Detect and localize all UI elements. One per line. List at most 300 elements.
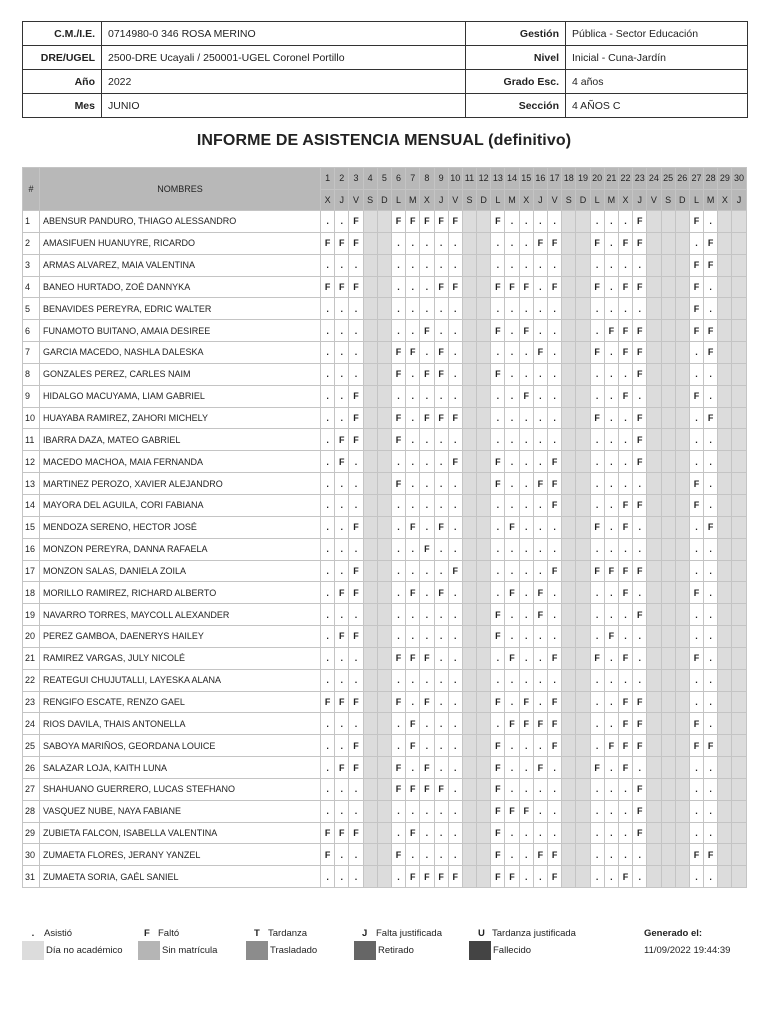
non-academic-cell [477,494,491,516]
non-academic-cell [377,385,391,407]
legend-symbol-item [22,928,72,939]
student-name: MENDOZA SERENO, HECTOR JOSÉ [40,516,321,538]
non-academic-cell [718,757,732,779]
attendance-mark: . [406,538,420,560]
attendance-mark: . [604,407,618,429]
attendance-mark: . [519,757,533,779]
attendance-mark: F [420,538,434,560]
attendance-mark: F [618,757,632,779]
non-academic-cell [363,713,377,735]
weekday-header: M [604,189,618,211]
non-academic-cell [363,844,377,866]
attendance-mark: . [335,560,349,582]
student-row [23,647,747,669]
non-academic-cell [647,516,661,538]
attendance-mark: . [548,669,562,691]
non-academic-cell [732,669,746,691]
attendance-mark: . [391,232,405,254]
non-academic-cell [732,735,746,757]
non-academic-cell [675,429,689,451]
attendance-mark: . [391,451,405,473]
attendance-mark: . [335,473,349,495]
non-academic-cell [675,604,689,626]
attendance-mark: . [420,560,434,582]
info-row [23,70,748,94]
attendance-mark: F [533,342,547,364]
non-academic-cell [377,844,391,866]
attendance-mark: . [391,254,405,276]
attendance-mark: . [434,822,448,844]
attendance-mark: . [618,254,632,276]
attendance-mark: F [406,778,420,800]
info-label: Nivel [466,46,566,70]
non-academic-cell [661,232,675,254]
attendance-mark: . [519,582,533,604]
attendance-mark: F [420,407,434,429]
attendance-mark: . [321,604,335,626]
attendance-mark: F [590,276,604,298]
non-academic-cell [477,211,491,233]
non-academic-cell [647,757,661,779]
attendance-mark: . [406,757,420,779]
non-academic-cell [363,582,377,604]
attendance-mark: . [689,560,703,582]
attendance-mark: . [491,560,505,582]
student-row [23,757,747,779]
non-academic-cell [661,298,675,320]
non-academic-cell [661,342,675,364]
attendance-table [22,167,747,888]
attendance-mark: . [618,626,632,648]
non-academic-cell [718,429,732,451]
attendance-mark: . [604,254,618,276]
non-academic-cell [675,232,689,254]
student-row [23,385,747,407]
non-academic-cell [377,429,391,451]
attendance-mark: . [519,494,533,516]
attendance-mark: . [434,757,448,779]
attendance-mark: . [321,866,335,888]
attendance-mark: . [434,844,448,866]
non-academic-cell [647,691,661,713]
weekday-header: V [647,189,661,211]
weekday-header: V [349,189,363,211]
attendance-mark: F [689,276,703,298]
attendance-mark: . [633,254,647,276]
attendance-mark: . [689,451,703,473]
weekday-header: S [462,189,476,211]
attendance-mark: . [519,822,533,844]
non-academic-cell [675,473,689,495]
day-number-header: 21 [604,168,618,190]
attendance-mark: F [590,342,604,364]
attendance-mark: . [519,254,533,276]
attendance-mark: . [349,538,363,560]
non-academic-cell [732,232,746,254]
attendance-mark: . [590,254,604,276]
student-number: 17 [23,560,40,582]
attendance-mark: F [434,778,448,800]
student-row [23,232,747,254]
non-academic-cell [562,647,576,669]
attendance-mark: F [491,691,505,713]
attendance-mark: F [491,211,505,233]
attendance-mark: . [391,604,405,626]
attendance-mark: . [434,691,448,713]
non-academic-cell [477,473,491,495]
non-academic-cell [562,822,576,844]
attendance-mark: . [533,276,547,298]
student-row [23,735,747,757]
attendance-mark: . [406,473,420,495]
attendance-mark: F [689,385,703,407]
day-number-header: 22 [618,168,632,190]
info-value: 2500-DRE Ucayali / 250001-UGEL Coronel Portillo [102,46,466,70]
attendance-mark: F [434,407,448,429]
attendance-mark: . [519,516,533,538]
non-academic-cell [562,494,576,516]
attendance-mark: . [434,232,448,254]
attendance-mark: F [604,626,618,648]
attendance-mark: . [321,560,335,582]
attendance-mark: . [321,473,335,495]
attendance-mark: . [505,626,519,648]
non-academic-cell [576,516,590,538]
attendance-mark: . [491,407,505,429]
non-academic-cell [675,669,689,691]
student-name: HUAYABA RAMIREZ, ZAHORI MICHELY [40,407,321,429]
attendance-mark: . [321,254,335,276]
non-academic-cell [675,778,689,800]
attendance-mark: . [505,691,519,713]
weekday-header: L [391,189,405,211]
non-academic-cell [647,800,661,822]
student-name: PEREZ GAMBOA, DAENERYS HAILEY [40,626,321,648]
attendance-mark: . [335,342,349,364]
attendance-mark: F [349,276,363,298]
legend-symbol: . [31,928,35,939]
non-academic-cell [377,691,391,713]
attendance-mark: . [321,494,335,516]
non-academic-cell [675,626,689,648]
attendance-mark: . [689,232,703,254]
non-academic-cell [576,538,590,560]
attendance-mark: F [548,866,562,888]
attendance-mark: . [349,473,363,495]
non-academic-cell [462,800,476,822]
student-name: AMASIFUEN HUANUYRE, RICARDO [40,232,321,254]
non-academic-cell [675,735,689,757]
attendance-mark: . [406,494,420,516]
attendance-mark: F [618,713,632,735]
student-row [23,320,747,342]
student-name: MARTINEZ PEROZO, XAVIER ALEJANDRO [40,473,321,495]
non-academic-cell [718,822,732,844]
student-number: 4 [23,276,40,298]
non-academic-cell [477,669,491,691]
attendance-mark: F [335,691,349,713]
attendance-mark: F [618,691,632,713]
attendance-mark: F [335,822,349,844]
attendance-mark: . [321,735,335,757]
non-academic-cell [661,582,675,604]
student-number: 30 [23,844,40,866]
non-academic-cell [718,604,732,626]
legend-symbol: F [144,928,150,939]
non-academic-cell [732,363,746,385]
attendance-mark: . [548,429,562,451]
non-academic-cell [576,473,590,495]
attendance-mark: . [321,647,335,669]
non-academic-cell [462,429,476,451]
attendance-mark: . [448,626,462,648]
attendance-mark: F [704,342,718,364]
non-academic-cell [363,778,377,800]
attendance-mark: F [491,757,505,779]
attendance-mark: F [689,735,703,757]
attendance-mark: F [533,713,547,735]
student-row [23,516,747,538]
non-academic-cell [647,342,661,364]
day-number-header: 2 [335,168,349,190]
weekday-header: D [675,189,689,211]
attendance-mark: . [349,778,363,800]
attendance-mark: . [448,494,462,516]
attendance-mark: F [491,451,505,473]
attendance-mark: F [420,778,434,800]
attendance-mark: F [505,800,519,822]
attendance-mark: . [618,473,632,495]
day-number-header: 19 [576,168,590,190]
legend-swatch [22,941,44,960]
non-academic-cell [377,320,391,342]
non-academic-cell [462,669,476,691]
non-academic-cell [477,385,491,407]
attendance-mark: F [505,516,519,538]
attendance-mark: . [704,276,718,298]
non-academic-cell [718,276,732,298]
student-row [23,407,747,429]
weekday-header: M [505,189,519,211]
attendance-mark: F [633,451,647,473]
attendance-mark: . [420,516,434,538]
student-number: 28 [23,800,40,822]
attendance-mark: . [434,604,448,626]
attendance-mark: F [391,473,405,495]
legend-symbol: T [254,928,260,939]
attendance-mark: . [548,538,562,560]
attendance-mark: . [491,429,505,451]
non-academic-cell [647,844,661,866]
info-label: Gestión [466,22,566,46]
attendance-mark: . [335,254,349,276]
attendance-mark: . [704,713,718,735]
attendance-mark: . [704,451,718,473]
attendance-mark: . [519,473,533,495]
attendance-mark: F [420,647,434,669]
non-academic-cell [576,560,590,582]
attendance-mark: . [448,298,462,320]
non-academic-cell [562,778,576,800]
attendance-mark: . [590,582,604,604]
attendance-mark: F [505,866,519,888]
student-row [23,560,747,582]
non-academic-cell [462,232,476,254]
attendance-mark: . [633,866,647,888]
non-academic-cell [477,582,491,604]
day-number-header: 15 [519,168,533,190]
non-academic-cell [576,713,590,735]
attendance-mark: F [349,560,363,582]
non-academic-cell [661,473,675,495]
attendance-mark: F [420,363,434,385]
non-academic-cell [647,363,661,385]
non-academic-cell [477,363,491,385]
attendance-mark: . [321,451,335,473]
attendance-mark: . [491,254,505,276]
attendance-mark: F [491,778,505,800]
attendance-mark: . [618,407,632,429]
weekday-header: M [406,189,420,211]
attendance-mark: . [448,735,462,757]
attendance-mark: . [604,691,618,713]
non-academic-cell [732,407,746,429]
attendance-mark: F [704,407,718,429]
non-academic-cell [363,254,377,276]
day-number-header: 11 [462,168,476,190]
attendance-mark: F [406,516,420,538]
non-academic-cell [732,691,746,713]
attendance-mark: . [548,800,562,822]
student-name: ARMAS ALVAREZ, MAIA VALENTINA [40,254,321,276]
attendance-mark: . [448,342,462,364]
non-academic-cell [363,800,377,822]
attendance-mark: F [704,516,718,538]
student-name: GONZALES PEREZ, CARLES NAIM [40,363,321,385]
attendance-mark: F [604,735,618,757]
attendance-mark: F [548,232,562,254]
attendance-mark: . [689,363,703,385]
attendance-mark: . [519,844,533,866]
attendance-mark: . [434,320,448,342]
non-academic-cell [661,363,675,385]
attendance-mark: . [604,844,618,866]
attendance-mark: F [349,582,363,604]
non-academic-cell [377,866,391,888]
attendance-mark: . [590,713,604,735]
attendance-mark: . [519,669,533,691]
attendance-mark: F [434,342,448,364]
non-academic-cell [661,211,675,233]
non-academic-cell [732,276,746,298]
non-academic-cell [675,451,689,473]
non-academic-cell [462,538,476,560]
attendance-mark: F [633,407,647,429]
attendance-mark: . [448,713,462,735]
non-academic-cell [576,800,590,822]
attendance-mark: F [491,604,505,626]
attendance-mark: F [548,494,562,516]
attendance-mark: . [633,385,647,407]
attendance-mark: . [349,363,363,385]
attendance-mark: F [406,735,420,757]
non-academic-cell [562,363,576,385]
non-academic-cell [675,407,689,429]
non-academic-cell [732,254,746,276]
attendance-mark: F [689,473,703,495]
non-academic-cell [647,778,661,800]
non-academic-cell [732,866,746,888]
non-academic-cell [562,320,576,342]
non-academic-cell [462,822,476,844]
attendance-mark: F [391,647,405,669]
legend-symbol-label: Falta justificada [376,928,443,939]
weekday-header: X [321,189,335,211]
attendance-mark: . [618,778,632,800]
attendance-mark: . [604,647,618,669]
attendance-mark: . [533,866,547,888]
attendance-mark: . [548,582,562,604]
attendance-mark: . [335,211,349,233]
attendance-mark: . [434,735,448,757]
non-academic-cell [477,320,491,342]
attendance-mark: . [604,385,618,407]
non-academic-cell [732,778,746,800]
attendance-mark: . [448,822,462,844]
info-label: C.M./I.E. [23,22,102,46]
non-academic-cell [675,691,689,713]
attendance-mark: . [349,647,363,669]
attendance-mark: . [633,298,647,320]
non-academic-cell [562,691,576,713]
non-academic-cell [718,385,732,407]
day-number-header: 10 [448,168,462,190]
attendance-mark: . [689,778,703,800]
attendance-mark: . [406,669,420,691]
attendance-mark: F [548,713,562,735]
attendance-mark: . [335,844,349,866]
attendance-mark: . [448,538,462,560]
attendance-mark: F [618,582,632,604]
non-academic-cell [363,560,377,582]
attendance-mark: . [633,582,647,604]
non-academic-cell [647,647,661,669]
attendance-mark: F [391,691,405,713]
attendance-mark: . [590,363,604,385]
weekday-header: L [491,189,505,211]
attendance-mark: . [533,429,547,451]
non-academic-cell [462,560,476,582]
non-academic-cell [562,516,576,538]
attendance-mark: F [633,494,647,516]
attendance-mark: . [618,604,632,626]
attendance-mark: . [618,822,632,844]
non-academic-cell [477,626,491,648]
attendance-mark: F [349,822,363,844]
attendance-mark: . [604,516,618,538]
attendance-mark: F [519,320,533,342]
non-academic-cell [363,407,377,429]
non-academic-cell [462,516,476,538]
student-row [23,866,747,888]
attendance-mark: . [420,254,434,276]
non-academic-cell [576,691,590,713]
non-academic-cell [647,254,661,276]
attendance-mark: . [406,800,420,822]
non-academic-cell [647,429,661,451]
attendance-mark: . [533,626,547,648]
non-academic-cell [718,691,732,713]
